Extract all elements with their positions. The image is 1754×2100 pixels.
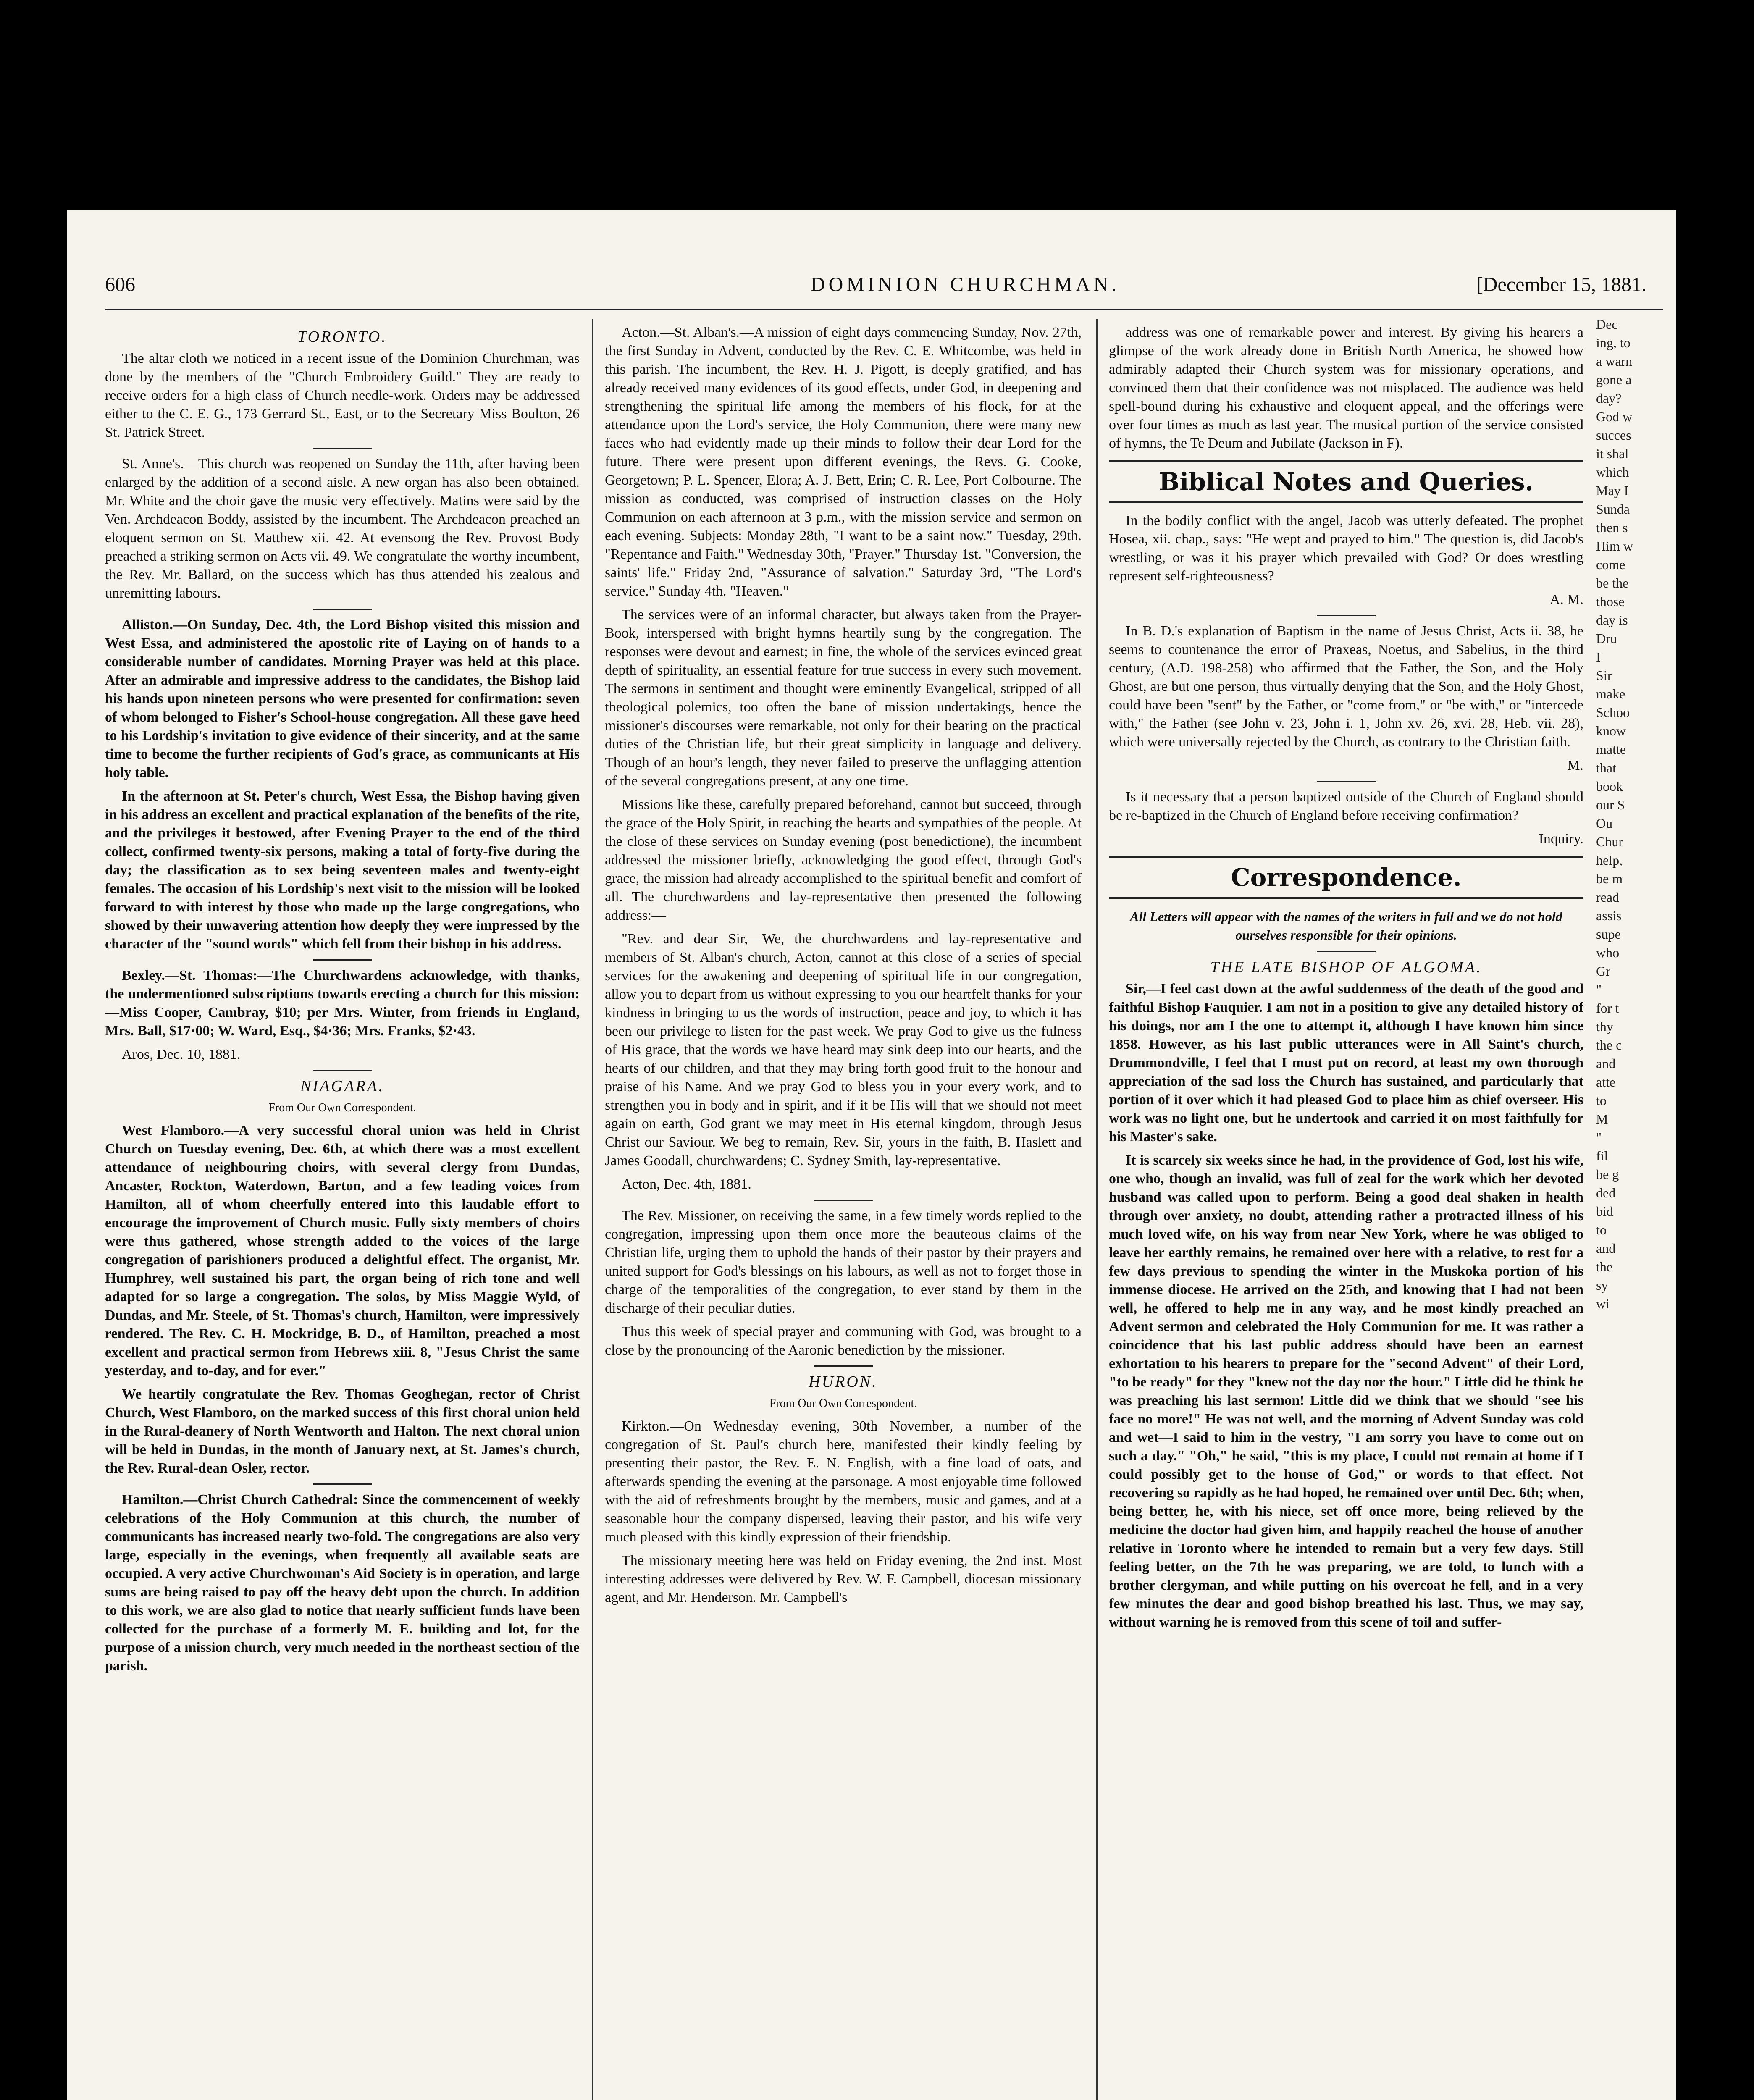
- facing-page-fragment: Sunda: [1596, 501, 1630, 517]
- facing-page-fragment: come: [1596, 557, 1625, 572]
- facing-page-fragment: Dec: [1596, 317, 1618, 332]
- paragraph: Hamilton.—Christ Church Cathedral: Since the commencement of weekly celebrations of the Holy Communion at this church, the number of communicants has increased nearly two-fold. The congregations are also very large, especially in the evenings, when frequently all available seats are occupied. A very active Churchwoman's Aid Society is in operation, and large sums are being raised to pay off the heavy debt upon the church. In addition to this work, we are also glad to notice that nearly sufficient funds have been collected for the purchase of a formerly M. E. building and lot, for the purpose of a mission church, very much needed in the northeast section of the parish.: [105, 1492, 580, 1674]
- paragraph: It is scarcely six weeks since he had, in the providence of God, lost his wife, one who, though an invalid, was full of zeal for the work which her devoted husband was called upon to perform. Being a good deal shaken in health through over anxiety, no doubt, attending rather a protracted illness of his much loved wife, on his way from near New York, where he was obliged to leave her earthly remains, he remained over here with a relative, to rest for a few days previous to spending the winter in the Muskoka portion of his immense diocese. He arrived on the 25th, and knowing that I had not been well, he offered to help me in any way, and he most kindly preached an Advent sermon and celebrated the Holy Communion for me. It was rather a coincidence that his last public address should have been an earnest exhortation to his hearers to prepare for the "second Advent" of their Lord, "to be ready" for they "knew not the day nor the hour." Little did he think he was preaching his last sermon! Little did we think that we should "see his face no more!" He was not well, and the morning of Advent Sunday was cold and wet—I said to him in the vestry, "I am sorry you have to come out on such a day." "Oh," he said, "this is my place, I could not remain at home if I could possibly get to the house of God," or words to that effect. Not recovering so rapidly as he had hoped, he remained over until Dec. 6th; when, being better, he, with his niece, set off once more, being relieved by the medicine the doctor had given him, and happily reached the house of another relative in Toronto where he intended to remain but a very few days. Still feeling better, on the 7th he was preparing, we are told, to lunch with a brother clergyman, and while putting on his overcoat he fell, and in a very few minutes the dear and good bishop breathed his last. Thus, we may say, without warning he is removed from this scene of toil and suffer-: [1109, 1152, 1583, 1630]
- section-title-toronto: TORONTO.: [297, 328, 387, 346]
- facing-page-fragment: God w: [1596, 409, 1633, 424]
- facing-page-fragment: ded: [1596, 1185, 1616, 1200]
- page-number: 606: [105, 273, 135, 296]
- newspaper-page: [67, 210, 1676, 2100]
- facing-page-fragment: help,: [1596, 853, 1623, 868]
- divider: [1317, 781, 1376, 782]
- facing-page-fragment: M: [1596, 1111, 1608, 1126]
- paragraph: Alliston.—On Sunday, Dec. 4th, the Lord Bishop visited this mission and West Essa, and administered the apostolic rite of Laying on of hands to a considerable number of candidates. Morning Prayer was held at this place. After an admirable and impressive address to the candidates, the Bishop laid his hands upon nineteen persons who were presented for confirmation: seven of whom belonged to Fisher's School-house congregation. All these gave heed to his Lordship's invitation to give evidence of their sincerity, and at the same time to become the further recipients of God's grace, as communicants at His holy table.: [105, 617, 580, 780]
- facing-page-fragment: fil: [1596, 1148, 1608, 1163]
- paragraph: West Flamboro.—A very successful choral union was held in Christ Church on Tuesday evening, Dec. 6th, at which there was a most excellent attendance of neighbouring choirs, with several clergy from Dundas, Ancaster, Rockton, Waterdown, Barton, and a few leading voices from Hamilton, all of whom cheerfully entered into this laudable effort to encourage the improvement of Church music. Fully sixty members of choirs were thus gathered, whose strength added to the voices of the large congregation of parishioners produced a delightful effect. The organist, Mr. Humphrey, well sustained his part, the organ being of rich tone and well adapted for so large a congregation. The solos, by Miss Maggie Wyld, of Dundas, and Mr. Steele, of St. Thomas's church, Hamilton, were impressively rendered. The Rev. C. H. Mockridge, B. D., of Hamilton, preached a most excellent and practical sermon from Hebrews xiii. 8, "Jesus Christ the same yesterday, and to-day, and for ever.": [105, 1123, 580, 1378]
- facing-page-fragment: supe: [1596, 927, 1621, 942]
- page-header: [105, 269, 1659, 307]
- divider: [313, 959, 372, 961]
- facing-page-fragment: read: [1596, 890, 1620, 905]
- divider: [313, 1483, 372, 1485]
- facing-page-fragment: be the: [1596, 575, 1629, 591]
- facing-page-fragment: I: [1596, 649, 1601, 664]
- divider: [1317, 951, 1376, 952]
- article-title-algoma: THE LATE BISHOP OF ALGOMA.: [1210, 958, 1482, 976]
- section-title-niagara: NIAGARA.: [300, 1077, 384, 1095]
- facing-page-fragment: succes: [1596, 428, 1631, 443]
- facing-page-fragment: which: [1596, 465, 1629, 480]
- facing-page-fragment: know: [1596, 723, 1626, 738]
- facing-page-fragment: Schoo: [1596, 705, 1630, 720]
- facing-page-fragment: May I: [1596, 483, 1629, 498]
- facing-page-fragment: be g: [1596, 1167, 1619, 1182]
- facing-page-fragment: atte: [1596, 1074, 1616, 1089]
- dateline: Aros, Dec. 10, 1881.: [122, 1047, 241, 1062]
- facing-page-fragment: Sir: [1596, 668, 1612, 683]
- facing-page-fragment: assis: [1596, 908, 1622, 923]
- paragraph: In the afternoon at St. Peter's church, West Essa, the Bishop having given in his address an excellent and practical explanation of the benefits of the rite, and the privileges it bestowed, after Evening Prayer to the end of the third collect, confirmed twenty-six persons, making a total of forty-five during the day; the classification as to sex being seventeen males and twenty-eight females. The occasion of his Lordship's next visit to the mission will be looked forward to with interest by those who made up the large congregations, who showed by their unwavering attention how deeply they were impressed by the character of the "sound words" which fell from their bishop in his address.: [105, 788, 580, 952]
- facing-page-fragment: Chur: [1596, 834, 1623, 849]
- paragraph: The altar cloth we noticed in a recent issue of the Dominion Churchman, was done by the members of the "Church Embroidery Guild." They are ready to receive orders for a high class of Church needle-work. Orders may be addressed either to the C. E. G., 173 Gerrard St., East, or to the Secretary Miss Boulton, 26 St. Patrick Street.: [105, 351, 580, 440]
- facing-page-edge: [1596, 315, 1672, 2100]
- facing-page-fragment: to: [1596, 1093, 1607, 1108]
- signature: A. M.: [1549, 592, 1583, 607]
- facing-page-fragment: make: [1596, 686, 1625, 701]
- facing-page-fragment: day?: [1596, 391, 1622, 406]
- facing-page-fragment: Gr: [1596, 963, 1610, 979]
- paragraph: "Rev. and dear Sir,—We, the churchwardens and lay-representative and members of St. Alban's church, Acton, cannot at this close of a series of special services for the awakening and deepening of spiritual life in our congregation, allow you to depart from us without expressing to you our heartfelt thanks for your kindness in bringing to us the words of instruction, peace and joy, to which it has been our privilege to listen for the past week. We pray God to give us the fulness of His grace, that the words we have heard may sink deep into our hearts, and the hearts of our children, and that they may bring forth good fruit to the honour and praise of his Name. And we pray God to bless you in your every work, and to strengthen you in body and in spirit, and if it be His will that we should not meet again on earth, God grant we may meet in His eternal kingdom, through Jesus Christ our Saviour. We beg to remain, Rev. Sir, yours in the faith, B. Haslett and James Goodall, churchwardens; C. Sydney Smith, lay-representative.: [605, 931, 1082, 1168]
- paragraph: The missionary meeting here was held on Friday evening, the 2nd inst. Most interesting addresses were delivered by Rev. W. F. Campbell, diocesan missionary agent, and Mr. Henderson. Mr. Campbell's: [605, 1553, 1082, 1605]
- editorial-note: All Letters will appear with the names of the writers in full and we do not hold ourselves responsible for their opinions.: [1130, 909, 1562, 942]
- facing-page-fragment: Him w: [1596, 538, 1633, 554]
- paragraph: Is it necessary that a person baptized outside of the Church of England should be re-baptized in the Church of England before receiving confirmation?: [1109, 789, 1583, 823]
- facing-page-fragment: Dru: [1596, 631, 1617, 646]
- facing-page-fragment: and: [1596, 1056, 1616, 1071]
- facing-page-fragment: ing, to: [1596, 335, 1631, 350]
- issue-date: [December 15, 1881.: [1476, 273, 1646, 296]
- divider: [313, 1070, 372, 1071]
- facing-page-fragment: who: [1596, 945, 1620, 960]
- facing-page-fragment: bid: [1596, 1204, 1613, 1219]
- facing-page-fragment: gone a: [1596, 372, 1632, 387]
- facing-page-fragment: that: [1596, 760, 1616, 775]
- column-1: [105, 323, 580, 2100]
- column-3: [1109, 323, 1583, 2100]
- paragraph: Kirkton.—On Wednesday evening, 30th November, a number of the congregation of St. Paul's church here, manifested their kindly feeling by presenting their pastor, the Rev. E. N. English, with a fine load of oats, and afterwards spending the evening at the parsonage. A most enjoyable time followed with the aid of refreshments brought by the members, music and games, and at a seasonable hour the company dispersed, leaving their pastor, and his wife very much pleased with this kindly expression of their friendship.: [605, 1418, 1082, 1545]
- facing-page-fragment: it shal: [1596, 446, 1629, 461]
- column-divider: [1096, 319, 1098, 2100]
- facing-page-fragment: day is: [1596, 612, 1628, 627]
- facing-page-fragment: to: [1596, 1222, 1607, 1237]
- facing-page-fragment: wi: [1596, 1296, 1610, 1311]
- facing-page-fragment: ": [1596, 1130, 1602, 1145]
- facing-page-fragment: and: [1596, 1241, 1616, 1256]
- facing-page-fragment: thy: [1596, 1019, 1613, 1034]
- section-subtitle: From Our Own Correspondent.: [769, 1397, 917, 1410]
- header-rule: [105, 309, 1663, 310]
- paragraph: In B. D.'s explanation of Baptism in the name of Jesus Christ, Acts ii. 38, he seems to countenance the error of Praxeas, Noetus, and Sabelius, in the third century, (A.D. 198-258) who affirmed that the Father, the Son, and the Holy Ghost, are but one person, thus virtually denying that the Son, and the Holy Ghost, could have been "sent" by the Father, or "come from," or "be with," or "intercede with," the Father (see John v. 23, John i. 1, John xv. 26, xvi. 28, Heb. vii. 28), which were universally rejected by the Church, as contrary to the Christian faith.: [1109, 623, 1583, 750]
- paragraph: Sir,—I feel cast down at the awful suddenness of the death of the good and faithful Bishop Fauquier. I am not in a position to give any detailed history of his doings, nor am I the one to attempt it, although I have known him since 1858. However, as his last public utterances were in All Saint's church, Drummondville, I feel that I must put on record, at least my own thorough appreciation of the sad loss the Church has sustained, and particularly that portion of it over which it had pleased God to place him as chief overseer. His work was no light one, but he undertook and carried it on most faithfully for his Master's sake.: [1109, 981, 1583, 1144]
- masthead: DOMINION CHURCHMAN.: [811, 273, 1120, 296]
- paragraph: St. Anne's.—This church was reopened on Sunday the 11th, after having been enlarged by the addition of a second aisle. A new organ has also been obtained. Mr. White and the choir gave the music very effectively. Matins were said by the Ven. Archdeacon Boddy, assisted by the incumbent. The Archdeacon preached an eloquent sermon on St. Matthew xii. 42. At evensong the Rev. Provost Body preached a striking sermon on Acts vii. 49. We congratulate the worthy incumbent, the Rev. Mr. Ballard, on the success which has thus attended his zealous and unremitting labours.: [105, 456, 580, 601]
- facing-page-fragment: Ou: [1596, 816, 1613, 831]
- facing-page-fragment: the c: [1596, 1037, 1622, 1053]
- paragraph: In the bodily conflict with the angel, Jacob was utterly defeated. The prophet Hosea, xii. chap., says: "He wept and prayed to him." The question is, did Jacob's wrestling, or was it his prayer which prevailed with God? Or does wrestling represent self-righteousness?: [1109, 513, 1583, 584]
- facing-page-fragment: matte: [1596, 742, 1626, 757]
- facing-page-fragment: sy: [1596, 1278, 1608, 1293]
- paragraph: We heartily congratulate the Rev. Thomas Geoghegan, rector of Christ Church, West Flamboro, on the marked success of this first choral union held in the Rural-deanery of North Wentworth and Halton. The next choral union will be held in Dundas, in the month of January next, at St. James's church, the Rev. Rural-dean Osler, rector.: [105, 1386, 580, 1476]
- section-title-biblical-notes: Biblical Notes and Queries.: [1109, 460, 1583, 503]
- divider: [313, 448, 372, 449]
- dateline: Acton, Dec. 4th, 1881.: [622, 1176, 751, 1192]
- paragraph: The Rev. Missioner, on receiving the same, in a few timely words replied to the congregation, impressing upon them once more the beauteous claims of the Christian life, urging them to uphold the hands of their pastor by their prayers and united support for God's blessings on his labours, as well as not to forget those in charge of the temporalities of the congregation, to ever stand by them in the discharge of their peculiar duties.: [605, 1208, 1082, 1316]
- divider: [814, 1200, 873, 1201]
- paragraph: Acton.—St. Alban's.—A mission of eight days commencing Sunday, Nov. 27th, the first Sunday in Advent, conducted by the Rev. C. E. Whitcombe, was held in this parish. The incumbent, the Rev. H. J. Pigott, is deeply gratified, and has already received many evidences of its good effects, under God, in deepening and strengthening the spiritual life among the members of his flock, for at the attendance upon the Lord's service, the Holy Communion, there were many new faces who had evidently made up their minds to follow their dear Lord for the future. There were present upon different evenings, the Revs. G. Cooke, Georgetown; P. L. Spencer, Elora; A. J. Bett, Erin; C. R. Lee, Port Colbourne. The mission as conducted, was comprised of instruction classes on the Holy Communion on each afternoon at 3 p.m., with the mission service and sermon on each evening. Subjects: Monday 28th, "I want to be a saint now." Tuesday, 29th. "Repentance and Faith." Wednesday 30th, "Prayer." Thursday 1st. "Conversion, the saints' life." Friday 2nd, "Assurance of salvation." Saturday 3rd, "The Lord's service." Sunday 4th. "Heaven.": [605, 325, 1082, 599]
- facing-page-fragment: for t: [1596, 1000, 1619, 1016]
- section-subtitle: From Our Own Correspondent.: [268, 1101, 416, 1114]
- divider: [1317, 615, 1376, 616]
- divider: [814, 1365, 873, 1367]
- facing-page-fragment: book: [1596, 779, 1623, 794]
- facing-page-fragment: ": [1596, 982, 1602, 997]
- signature: M.: [1567, 758, 1583, 773]
- paragraph: Missions like these, carefully prepared beforehand, cannot but succeed, through the grace of the Holy Spirit, in reaching the hearts and sympathies of the people. At the close of these services on Sunday evening (post benedictione), the incumbent addressed the missioner briefly, acknowledging the good effect, through God's grace, the mission had already accomplished to the spiritual benefit and comfort of all. The churchwardens and lay-representative then presented the following address:—: [605, 797, 1082, 923]
- paragraph: Bexley.—St. Thomas:—The Churchwardens acknowledge, with thanks, the undermentioned subscriptions towards erecting a church for this mission:—Miss Cooper, Cambray, $10; per Mrs. Winter, from friends in England, Mrs. Ball, $17·00; W. Ward, Esq., $4·36; Mrs. Franks, $2·43.: [105, 968, 580, 1039]
- facing-page-fragment: those: [1596, 594, 1625, 609]
- facing-page-fragment: then s: [1596, 520, 1628, 535]
- column-divider: [592, 319, 593, 2100]
- signature: Inquiry.: [1539, 831, 1583, 847]
- section-title-correspondence: Correspondence.: [1109, 856, 1583, 899]
- column-2: [605, 323, 1082, 2100]
- section-title-huron: HURON.: [809, 1373, 878, 1391]
- paragraph: The services were of an informal character, but always taken from the Prayer-Book, interspersed with bright hymns heartily sung by the congregation. The responses were devout and earnest; in fine, the whole of the services evinced great depth of spirituality, an essential feature for true success in every such movement. The sermons in sentiment and thought were eminently Evangelical, stripped of all theological polemics, too often the bane of mission undertakings, hence the missioner's discourses were remarkable, not only for their bearing on the practical duties of the Christian life, but their great simplicity in language and delivery. Though of an hour's length, they never failed to preserve the unflagging attention of the several congregations present, at any one time.: [605, 607, 1082, 789]
- facing-page-fragment: a warn: [1596, 354, 1633, 369]
- facing-page-fragment: the: [1596, 1259, 1613, 1274]
- paragraph: Thus this week of special prayer and communing with God, was brought to a close by the pronouncing of the Aaronic benediction by the missioner.: [605, 1324, 1082, 1358]
- paragraph: address was one of remarkable power and interest. By giving his hearers a glimpse of the work already done in British North America, he showed how admirably adapted their Church system was for missionary operations, and convinced them that their confidence was not misplaced. The audience was held spell-bound during his exhaustive and eloquent appeal, and the offerings were over four times as much as last year. The musical portion of the service consisted of hymns, the Te Deum and Jubilate (Jackson in F).: [1109, 325, 1583, 451]
- facing-page-fragment: our S: [1596, 797, 1625, 812]
- divider: [313, 609, 372, 610]
- facing-page-fragment: be m: [1596, 871, 1623, 886]
